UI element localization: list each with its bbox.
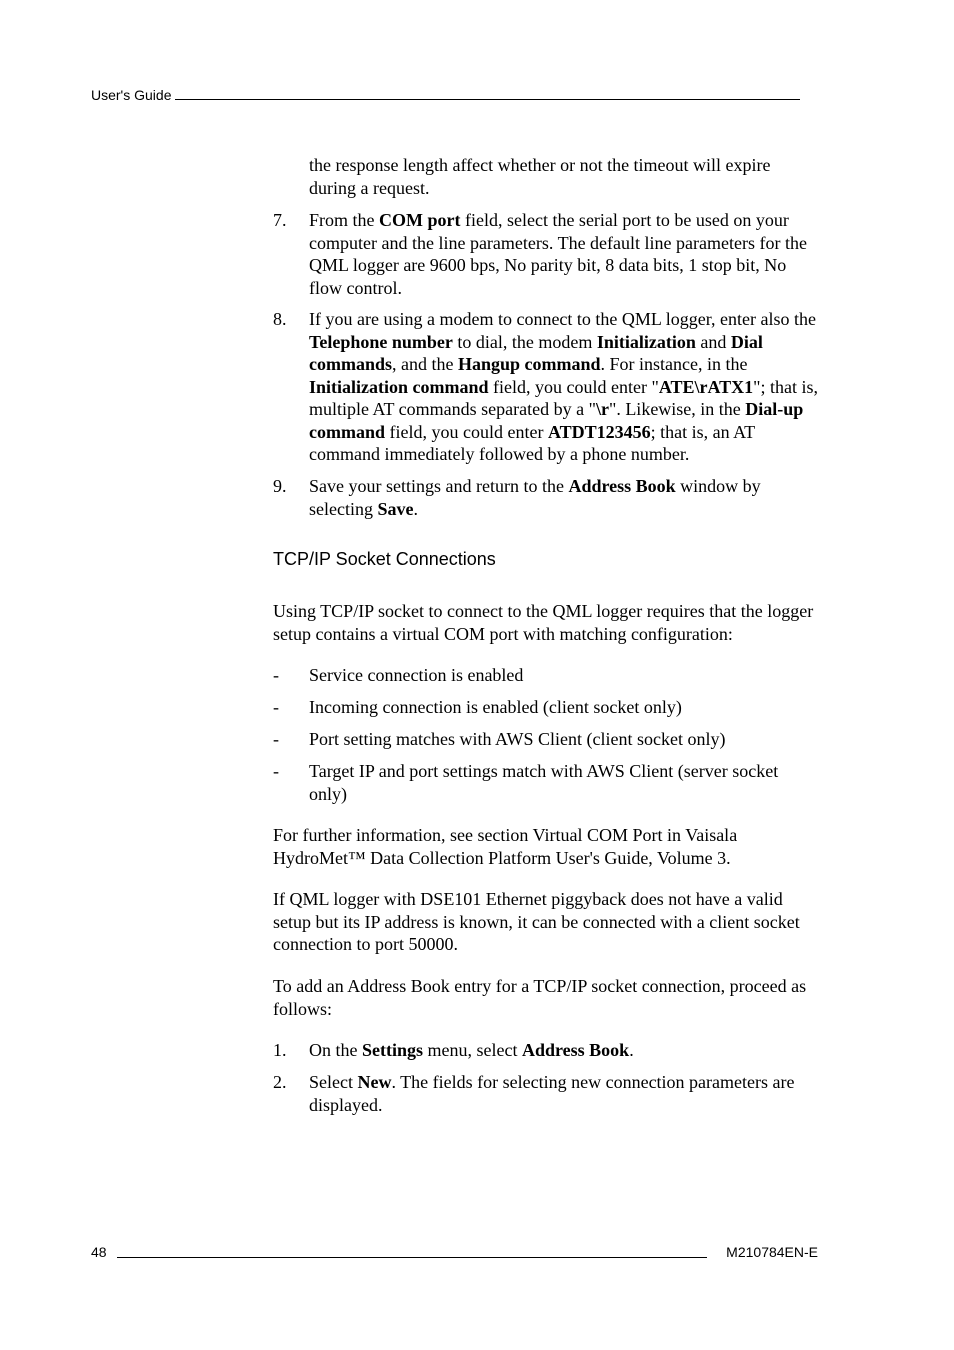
step-marker: 8. (273, 309, 287, 329)
bullet-text: Incoming connection is enabled (client socket only) (309, 697, 682, 717)
section-heading: TCP/IP Socket Connections (273, 549, 496, 569)
footer-rule (117, 1244, 707, 1258)
bullet-item (273, 728, 818, 751)
step-marker: 2. (273, 1072, 287, 1092)
bullet-text: Port setting matches with AWS Client (client socket only) (309, 729, 726, 749)
step-8 (273, 308, 818, 466)
bullet-text: Service connection is enabled (309, 665, 524, 685)
step-marker: 1. (273, 1040, 287, 1060)
step-marker: 7. (273, 210, 287, 230)
bullet-item (273, 664, 818, 687)
header-rule (175, 87, 800, 100)
step-text: From the COM port field, select the serial port to be used on your computer and the line parameters. The default line parameters for the QML logger are 9600 bps, No parity bit, 8 data bits, 1 stop bit, No flow control. (309, 210, 807, 298)
intro-paragraph: Using TCP/IP socket to connect to the QML logger requires that the logger setup contains a virtual COM port with matching configuration: (273, 601, 814, 644)
page-number: 48 (91, 1244, 107, 1260)
bullet-marker: - (273, 729, 279, 749)
step-9 (273, 475, 818, 520)
bullet-marker: - (273, 665, 279, 685)
add-entry-paragraph: To add an Address Book entry for a TCP/IP socket connection, proceed as follows: (273, 976, 807, 1019)
document-code: M210784EN-E (726, 1244, 818, 1260)
bullet-marker: - (273, 697, 279, 717)
header-title: User's Guide (91, 87, 172, 103)
step-text: Save your settings and return to the Address Book window by selecting Save. (309, 476, 761, 519)
step-7 (273, 209, 818, 299)
bullet-marker: - (273, 761, 279, 781)
further-info-paragraph: For further information, see section Virtual COM Port in Vaisala HydroMet™ Data Collection Platform User's Guide, Volume 3. (273, 825, 738, 868)
step-text: Select New. The fields for selecting new connection parameters are displayed. (309, 1072, 795, 1115)
step-marker: 9. (273, 476, 287, 496)
step-text: On the Settings menu, select Address Book. (309, 1040, 634, 1060)
bullet-item (273, 760, 818, 805)
dse-paragraph: If QML logger with DSE101 Ethernet piggyback does not have a valid setup but its IP address is known, it can be connected with a client socket connection to port 50000. (273, 889, 800, 954)
continuation-text: the response length affect whether or not the timeout will expire during a request. (309, 155, 771, 198)
step-1 (273, 1039, 818, 1062)
bullet-item (273, 696, 818, 719)
bullet-text: Target IP and port settings match with AWS Client (server socket only) (309, 761, 779, 804)
step-text: If you are using a modem to connect to the QML logger, enter also the Telephone number to dial, the modem Initialization and Dial commands, and the Hangup command. For instance, in the Initialization command field, you could enter "ATE\rATX1"; that is, multiple AT commands separated by a "\r". Likewise, in the Dial-up command field, you could enter ATDT123456; that is, an AT command immediately followed by a phone number. (309, 309, 819, 464)
step-2 (273, 1071, 818, 1116)
page-header (91, 87, 800, 103)
